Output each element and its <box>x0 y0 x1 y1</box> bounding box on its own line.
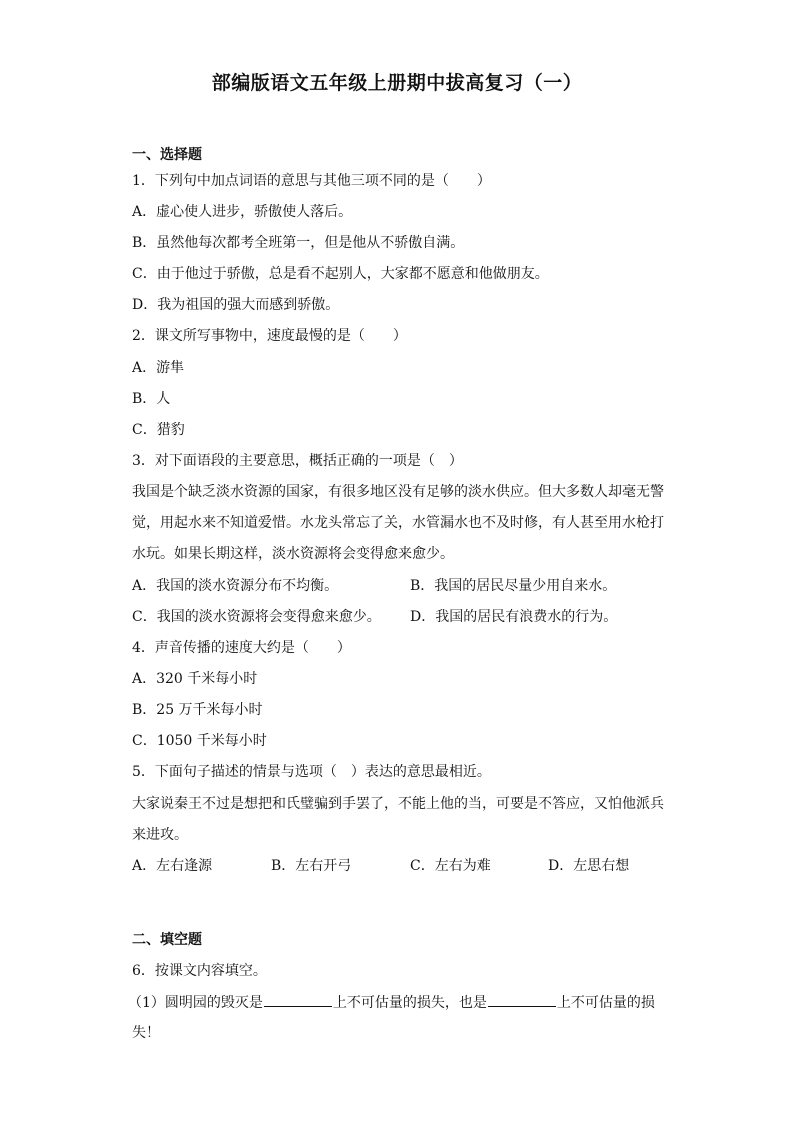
question-5-option-d: D．左思右想 <box>548 858 630 874</box>
question-2-stem: 2．课文所写事物中，速度最慢的是（ ） <box>132 328 407 344</box>
question-3-option-d: D．我国的居民有浪费水的行为。 <box>410 609 618 625</box>
question-5-passage-line-2: 来进攻。 <box>132 827 188 843</box>
answer-blank-2[interactable] <box>488 992 556 1007</box>
question-3-stem: 3．对下面语段的主要意思，概括正确的一项是（ ） <box>132 453 463 469</box>
question-5-option-b: B．左右开弓 <box>271 858 352 874</box>
question-3-passage-line-1: 我国是个缺乏淡水资源的国家，有很多地区没有足够的淡水供应。但大多数人却毫无警 <box>132 484 664 500</box>
question-3-passage-line-2: 觉，用起水来不知道爱惜。水龙头常忘了关，水管漏水也不及时修，有人甚至用水枪打 <box>132 515 664 531</box>
page-title: 部编版语文五年级上册期中拔高复习（一） <box>211 72 583 94</box>
question-2-option-c: C．猎豹 <box>132 422 185 438</box>
question-2-option-b: B．人 <box>132 391 171 407</box>
question-4-option-a: A．320 千米每小时 <box>132 671 258 687</box>
section-heading-fill-blank: 二、填空题 <box>132 932 202 948</box>
question-2-option-a: A．游隼 <box>132 360 185 376</box>
question-5-option-a: A．左右逢源 <box>132 858 213 874</box>
question-6-text-segment: 上不可估量的损 <box>556 995 655 1011</box>
question-6-part-1-line-2: 失！ <box>132 1025 160 1041</box>
question-5-option-c: C．左右为难 <box>410 858 491 874</box>
question-6-text-segment: 上不可估量的损失，也是 <box>332 995 487 1011</box>
question-4-option-c: C．1050 千米每小时 <box>132 733 267 749</box>
question-5-passage-line-1: 大家说秦王不过是想把和氏璧骗到手罢了，不能上他的当，可要是不答应，又怕他派兵 <box>132 796 664 812</box>
question-1-option-c: C．由于他过于骄傲，总是看不起别人，大家都不愿意和他做朋友。 <box>132 266 549 282</box>
question-5-stem: 5．下面句子描述的情景与选项（ ）表达的意思最相近。 <box>132 764 491 780</box>
question-1-option-b: B．虽然他每次都考全班第一，但是他从不骄傲自满。 <box>132 235 465 251</box>
section-heading-choice: 一、选择题 <box>132 147 202 163</box>
question-1-stem: 1．下列句中加点词语的意思与其他三项不同的是（ ） <box>132 173 491 189</box>
question-3-option-b: B．我国的居民尽量少用自来水。 <box>410 578 617 594</box>
question-3-passage-line-3: 水玩。如果长期这样，淡水资源将会变得愈来愈少。 <box>132 546 454 562</box>
question-6-text-segment: （1）圆明园的毁灭是 <box>128 995 263 1011</box>
answer-blank-1[interactable] <box>264 992 332 1007</box>
question-1-option-d: D．我为祖国的强大而感到骄傲。 <box>132 297 340 313</box>
question-3-option-a: A．我国的淡水资源分布不均衡。 <box>132 578 339 594</box>
question-3-option-c: C．我国的淡水资源将会变得愈来愈少。 <box>132 609 381 625</box>
question-6-stem: 6．按课文内容填空。 <box>132 963 267 979</box>
question-6-part-1-line-1 <box>128 992 655 1013</box>
question-4-stem: 4．声音传播的速度大约是（ ） <box>132 640 351 656</box>
question-4-option-b: B．25 万千米每小时 <box>132 702 263 718</box>
question-1-option-a: A．虚心使人进步，骄傲使人落后。 <box>132 204 353 220</box>
